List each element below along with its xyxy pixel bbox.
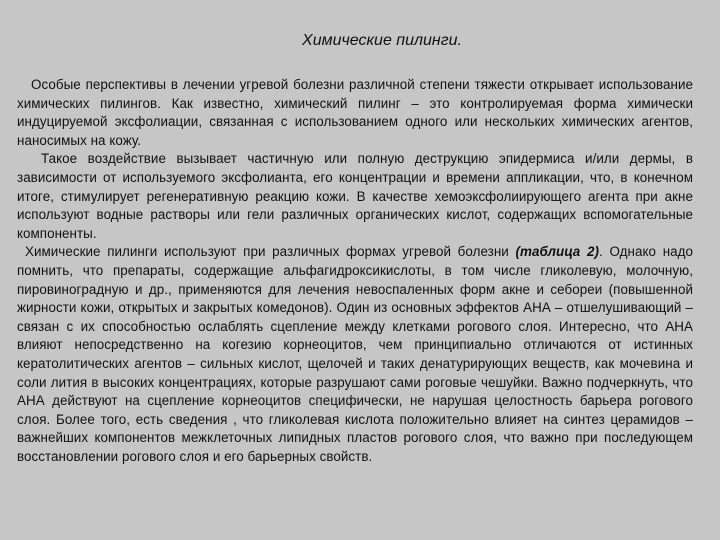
paragraph-peelings-start: Химические пилинги используют при различных формах угревой болезни	[25, 244, 516, 260]
table-reference: (таблица 2)	[515, 244, 599, 260]
slide-title-text: Химические пилинги.	[302, 32, 462, 49]
slide-title	[0, 32, 720, 50]
slide-body	[17, 76, 693, 466]
paragraph-effect: Такое воздействие вызывает частичную или полную деструкцию эпидермиса и/или дермы, в зависимости от используемого эксфолианта, его концентрации и времени аппликации, что, в конечном итоге, стимулирует регенеративную реакцию кожи. В качестве хемоэксфолиирующего агента при акне используют водные растворы или гели различных органических кислот, содержащих вспомогательные компоненты.	[17, 151, 693, 241]
paragraph-peelings-rest: . Однако надо помнить, что препараты, содержащие альфагидроксикислоты, в том числе гликолевую, молочную, пировиноградную и др., применяются для лечения невоспаленных форм акне и себореи (повышенной жирности кожи, открытых и закрытых комедонов). Один из основных эффектов АНА – отшелушивающий – связан с их способностью ослаблять сцепление между клетками рогового слоя. Интересно, что АНА влияют непосредственно на когезию корнеоцитов, чем принципиально отличаются от истинных кератолитических агентов – сильных кислот, щелочей и таких денатурирующих веществ, как мочевина и соли лития в высоких концентрациях, которые разрушают сами роговые чешуйки. Важно подчеркнуть, что АНА действуют на сцепление корнеоцитов специфически, не нарушая целостность барьера рогового слоя. Более того, есть сведения , что гликолевая кислота положительно влияет на синтез церамидов – важнейших компонентов межклеточных липидных пластов рогового слоя, что важно при последующем восстановлении рогового слоя и его барьерных свойств.	[17, 244, 693, 464]
paragraph-intro: Особые перспективы в лечении угревой болезни различной степени тяжести открывает использование химических пилингов. Как известно, химический пилинг – это контролируемая форма химически индуцируемой эксфолиации, связанная с использованием одного или нескольких химических агентов, наносимых на кожу.	[17, 77, 693, 148]
paragraph-peelings	[17, 243, 693, 466]
